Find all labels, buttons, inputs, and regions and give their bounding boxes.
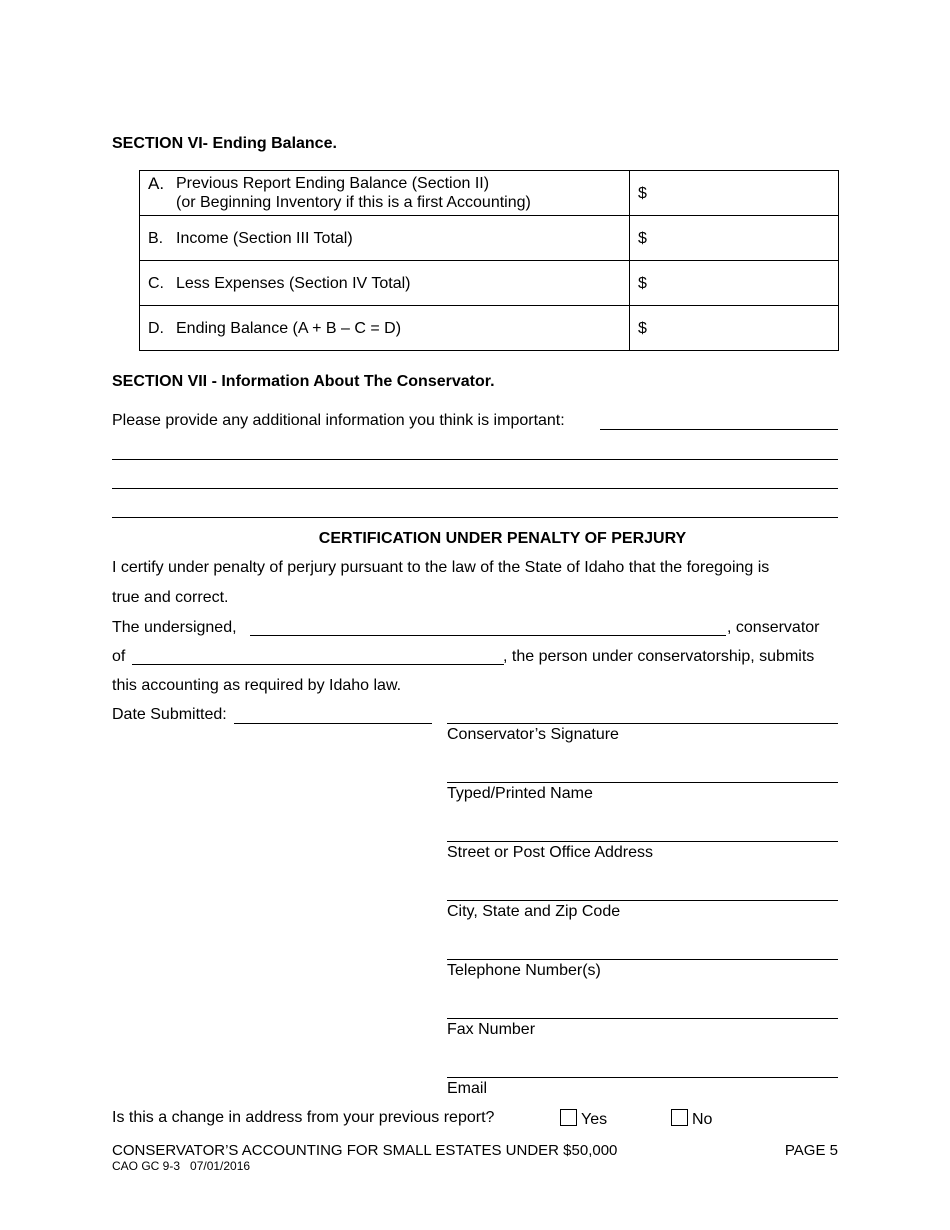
yes-checkbox[interactable] xyxy=(560,1109,577,1126)
row-letter: B. xyxy=(148,229,164,247)
additional-info-line-3[interactable] xyxy=(112,488,838,489)
date-submitted-field[interactable] xyxy=(234,723,432,724)
section-7-title: SECTION VII - Information About The Conservator. xyxy=(112,373,495,390)
currency-symbol: $ xyxy=(638,274,647,292)
email-line[interactable] xyxy=(447,1077,838,1078)
amount-field-a[interactable] xyxy=(630,171,839,216)
page-number: PAGE 5 xyxy=(784,1142,838,1159)
city-state-zip-line[interactable] xyxy=(447,900,838,901)
amount-field-d[interactable] xyxy=(630,306,839,351)
of-label: of xyxy=(112,648,126,665)
additional-info-prompt: Please provide any additional information you think is important: xyxy=(112,412,565,429)
certification-text: I certify under penalty of perjury pursuant to the law of the State of Idaho that the foregoing is xyxy=(112,559,770,576)
additional-info-line-4[interactable] xyxy=(112,517,838,518)
address-change-question: Is this a change in address from your previous report? xyxy=(112,1109,495,1126)
yes-label: Yes xyxy=(581,1111,608,1128)
row-label: Less Expenses (Section IV Total) xyxy=(176,274,411,292)
signature-line[interactable] xyxy=(447,723,838,724)
signature-label: Conservator’s Signature xyxy=(447,726,619,743)
no-checkbox[interactable] xyxy=(671,1109,688,1126)
printed-name-label: Typed/Printed Name xyxy=(447,785,593,802)
footer-title: CONSERVATOR’S ACCOUNTING FOR SMALL ESTATES UNDER $50,000 xyxy=(112,1142,618,1159)
undersigned-label: The undersigned, xyxy=(112,619,237,636)
table-row xyxy=(140,306,839,351)
yes-option[interactable] xyxy=(560,1109,607,1129)
row-label-sub: (or Beginning Inventory if this is a first Accounting) xyxy=(176,194,531,211)
currency-symbol: $ xyxy=(638,184,647,202)
undersigned-name-field[interactable] xyxy=(250,635,726,636)
address-label: Street or Post Office Address xyxy=(447,844,654,861)
email-label: Email xyxy=(447,1080,488,1097)
currency-symbol: $ xyxy=(638,229,647,247)
table-row xyxy=(140,171,839,216)
person-under-conservatorship-label: , the person under conservatorship, submits xyxy=(503,648,815,665)
certification-text-5: this accounting as required by Idaho law. xyxy=(112,677,402,694)
form-id: CAO GC 9-3 07/01/2016 xyxy=(112,1159,251,1173)
fax-line[interactable] xyxy=(447,1018,838,1019)
certification-title: CERTIFICATION UNDER PENALTY OF PERJURY xyxy=(318,530,687,547)
table-row xyxy=(140,216,839,261)
row-label: Previous Report Ending Balance (Section II) xyxy=(176,175,490,192)
row-letter: C. xyxy=(148,274,164,292)
row-label: Ending Balance (A + B – C = D) xyxy=(176,319,402,337)
person-name-field[interactable] xyxy=(132,664,504,665)
table-row xyxy=(140,261,839,306)
currency-symbol: $ xyxy=(638,319,647,337)
row-label: Income (Section III Total) xyxy=(176,229,353,247)
fax-label: Fax Number xyxy=(447,1021,536,1038)
no-label: No xyxy=(692,1111,713,1128)
row-letter: A. xyxy=(148,174,165,193)
amount-field-c[interactable] xyxy=(630,261,839,306)
telephone-line[interactable] xyxy=(447,959,838,960)
address-line[interactable] xyxy=(447,841,838,842)
no-option[interactable] xyxy=(671,1109,712,1129)
ending-balance-table xyxy=(139,170,839,351)
amount-field-b[interactable] xyxy=(630,216,839,261)
row-letter: D. xyxy=(148,319,164,337)
telephone-label: Telephone Number(s) xyxy=(447,962,601,979)
additional-info-line-1[interactable] xyxy=(600,429,838,430)
city-state-zip-label: City, State and Zip Code xyxy=(447,903,621,920)
certification-text-2: true and correct. xyxy=(112,589,229,606)
conservator-label: , conservator xyxy=(727,619,820,636)
printed-name-line[interactable] xyxy=(447,782,838,783)
section-6-title: SECTION VI- Ending Balance. xyxy=(112,135,337,152)
additional-info-line-2[interactable] xyxy=(112,459,838,460)
date-submitted-label: Date Submitted: xyxy=(112,706,227,723)
